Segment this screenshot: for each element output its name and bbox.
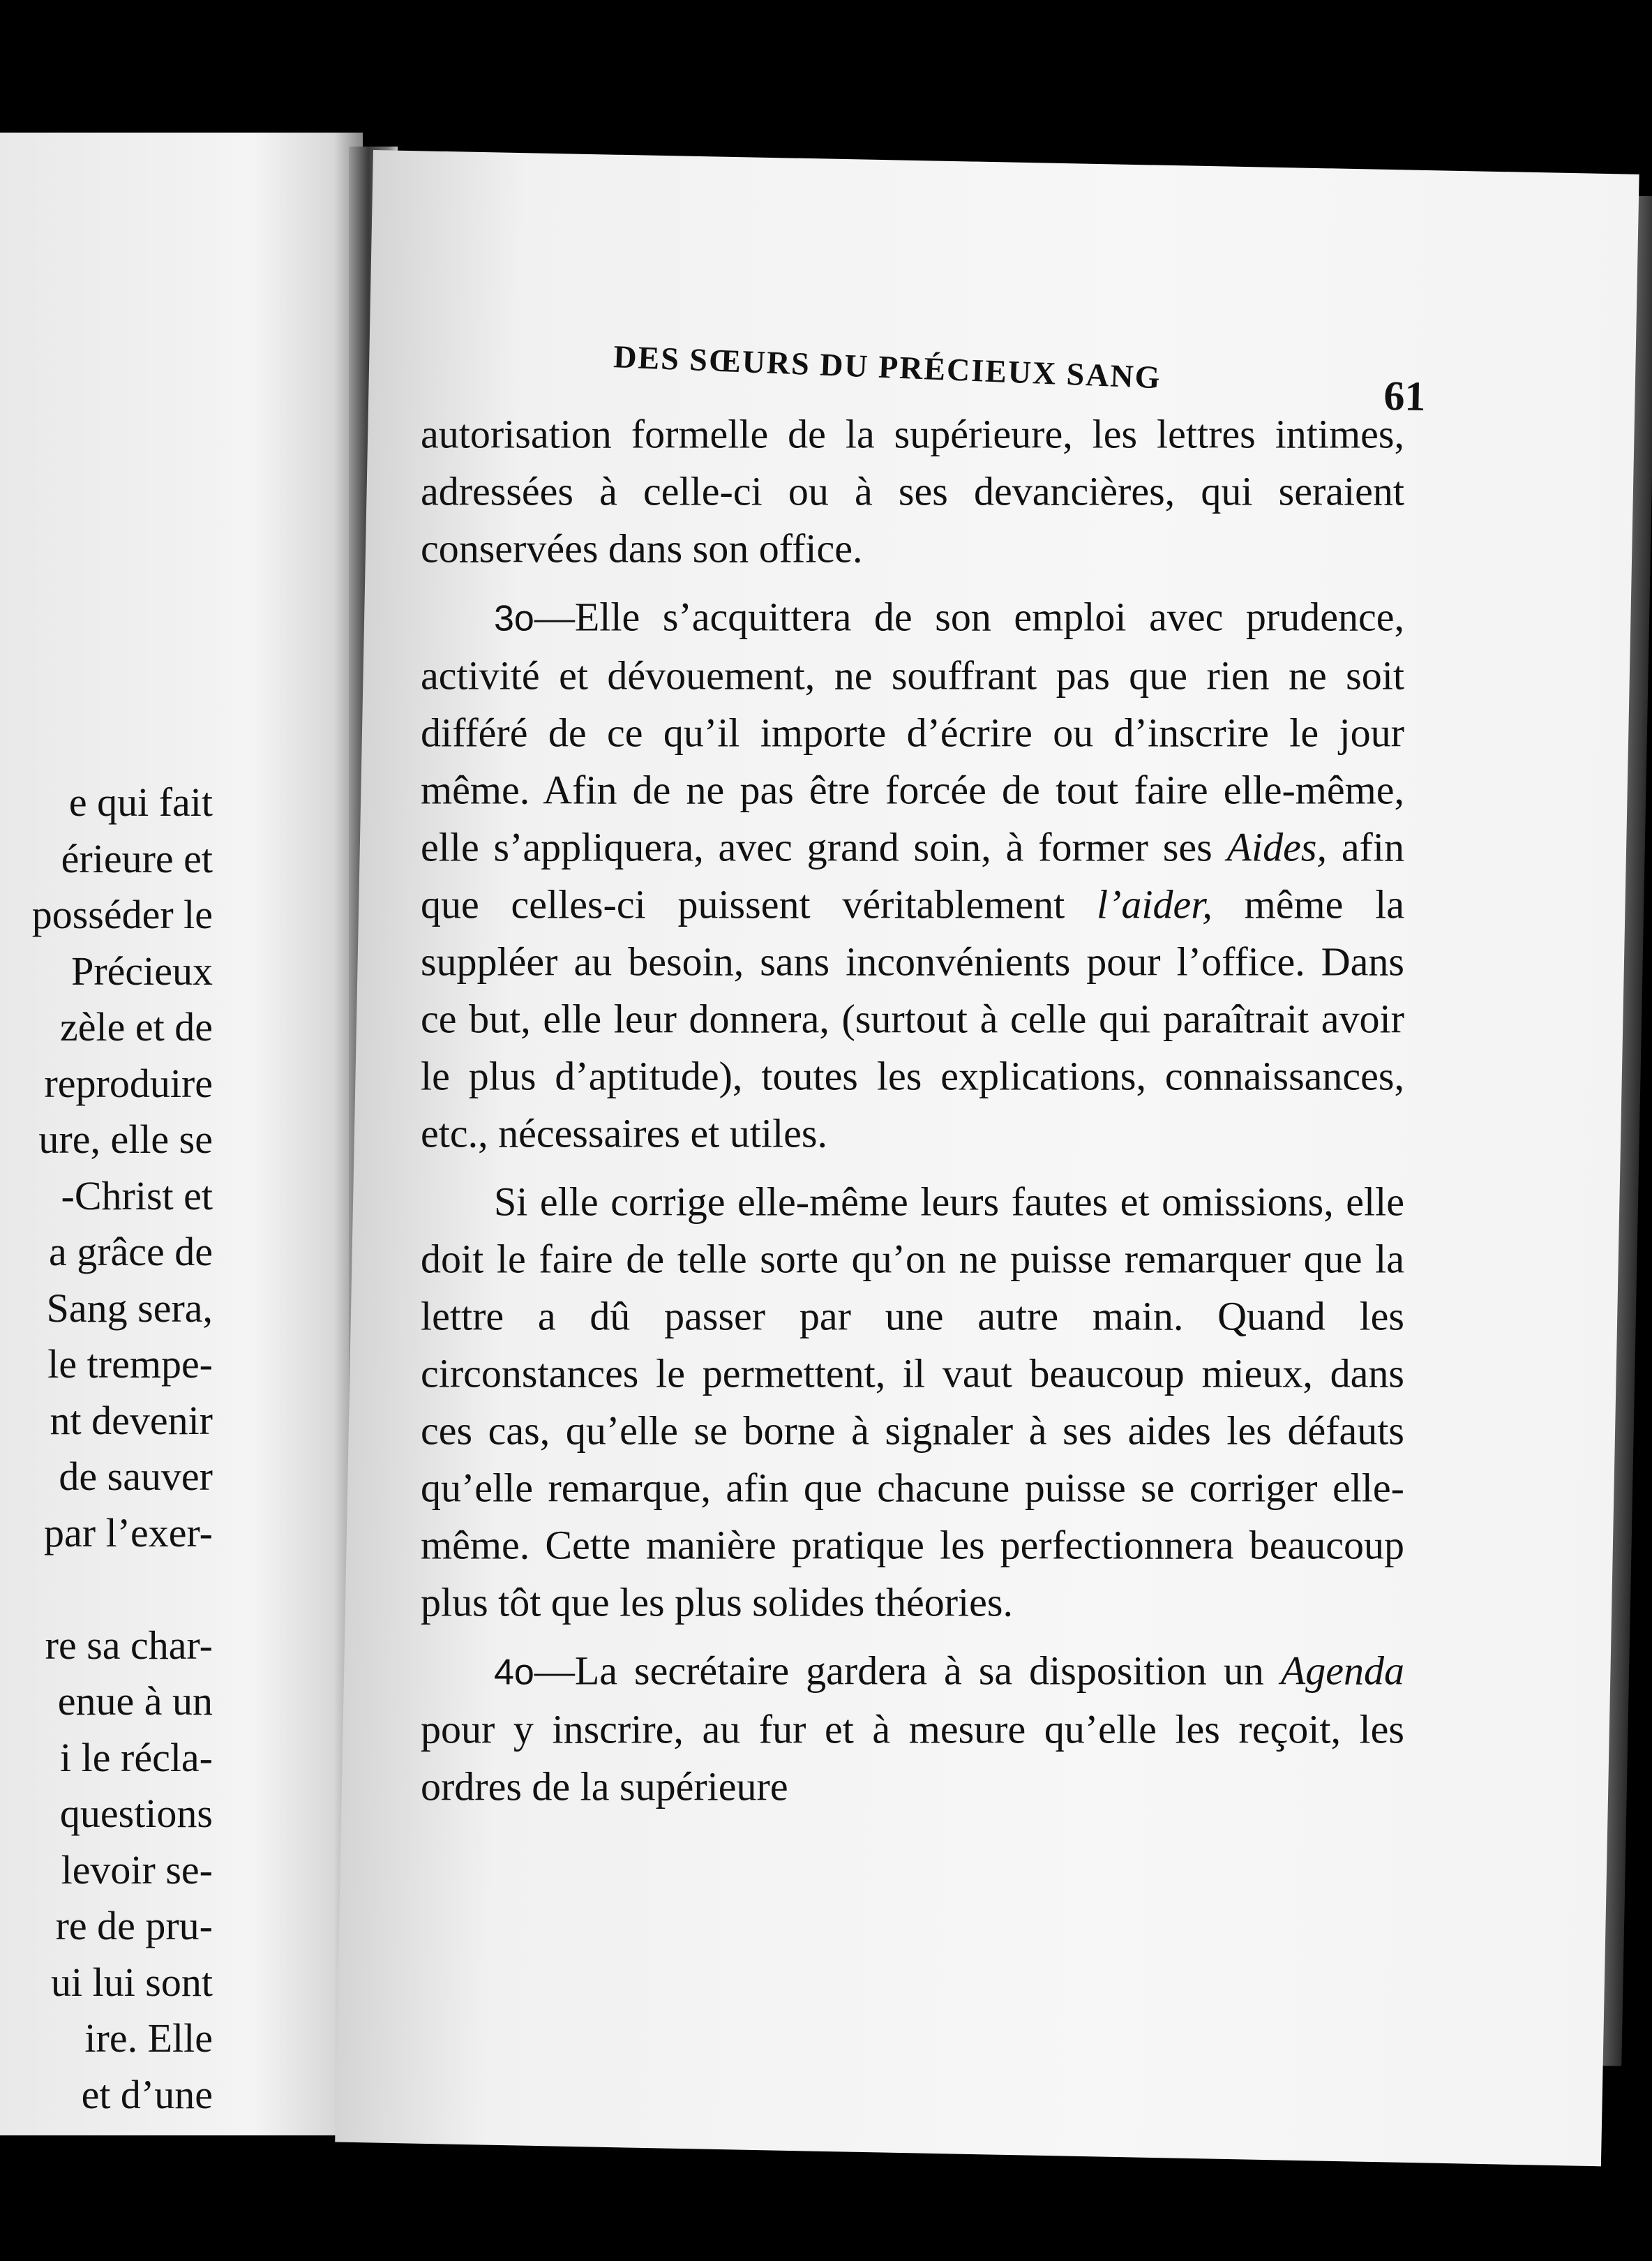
paragraph-text: —Elle s’acquittera de son emploi avec prudence, activité et dévouement, ne souffrant pas que rien ne soit différé de ce qu’il importe d’écrire ou d’inscrire le jour même. Afin de ne pas être forcée de tout faire elle-même, elle s’appliquera, avec grand soin, à former ses: [420, 594, 1404, 870]
left-line: ire. Elle: [84, 2015, 213, 2061]
italic-term: Aides,: [1226, 824, 1327, 870]
italic-term: Agenda: [1280, 1648, 1404, 1694]
page-number: 61: [1383, 372, 1427, 420]
left-line: i le récla-: [60, 1734, 213, 1780]
left-line: re sa char-: [45, 1622, 213, 1668]
left-line: -Christ et: [61, 1172, 213, 1218]
left-line: ure, elle se: [38, 1117, 213, 1162]
left-line: questions: [59, 1791, 213, 1836]
left-line: a grâce de: [48, 1229, 213, 1274]
paragraph-text: même la suppléer au besoin, sans inconvénients pour l’office. Dans ce but, elle leur donnera, (surtout à celle qui paraîtrait avoir le plus d’aptitude), toutes les explications, connaissances, etc., nécessaires et utiles.: [420, 881, 1404, 1156]
section-number: 4o: [493, 1652, 534, 1693]
section-number: 3o: [493, 598, 534, 639]
left-line: Précieux: [71, 948, 213, 994]
left-line: et d’une: [81, 2071, 213, 2117]
paragraph: [421, 1642, 1404, 1815]
paragraph: [421, 405, 1404, 577]
left-page: [0, 133, 363, 2135]
left-line: Sang sera,: [46, 1285, 213, 1331]
left-line: re de pru-: [55, 1903, 213, 1948]
left-line: reproduire: [44, 1060, 213, 1106]
paragraph-text: afin que celles-ci puissent véritablement: [420, 824, 1404, 927]
left-line: posséder le: [31, 892, 213, 937]
left-line: nt devenir: [50, 1397, 213, 1443]
paragraph: [421, 1173, 1404, 1631]
left-line: levoir se-: [61, 1846, 213, 1893]
body-text: [421, 405, 1404, 1815]
left-line: de sauver: [59, 1454, 213, 1499]
left-line: par l’exer-: [44, 1509, 213, 1555]
left-line: e qui fait: [68, 779, 213, 825]
right-page: [335, 150, 1639, 2166]
left-line: le trempe-: [47, 1341, 213, 1387]
left-line: enue à un: [57, 1678, 213, 1724]
italic-term: l’aider,: [1096, 881, 1212, 927]
left-line: zèle et de: [60, 1004, 213, 1050]
paragraph-text: Si elle corrige elle-même leurs fautes et omissions, elle doit le faire de telle sorte qu’on ne puisse remarquer que la lettre a dû passer par une autre main. Quand les circonstances le permettent, il vaut beaucoup mieux, dans ces cas, qu’elle se borne à signaler à ses aides les défauts qu’elle remarque, afin que chacune puisse se corriger elle-même. Cette manière pratique les perfectionnera beaucoup plus tôt que les plus solides théories.: [420, 1179, 1404, 1625]
paragraph-text: pour y inscrire, au fur et à mesure qu’elle les reçoit, les ordres de la supérieure: [420, 1706, 1404, 1809]
paragraph-text: —La secrétaire gardera à sa disposition un: [534, 1648, 1281, 1694]
left-line-gap: [0, 1561, 213, 1618]
left-line: ui lui sont: [50, 1959, 213, 2005]
paragraph: [421, 588, 1404, 1162]
paragraph-text: autorisation formelle de la supérieure, les lettres intimes, adressées à celle-ci ou à ses devancières, qui seraient conservées dans son office.: [420, 411, 1404, 572]
left-page-text: [0, 775, 213, 2123]
running-head: DES SŒURS DU PRÉCIEUX SANG: [613, 338, 1162, 396]
left-line: érieure et: [61, 835, 213, 881]
